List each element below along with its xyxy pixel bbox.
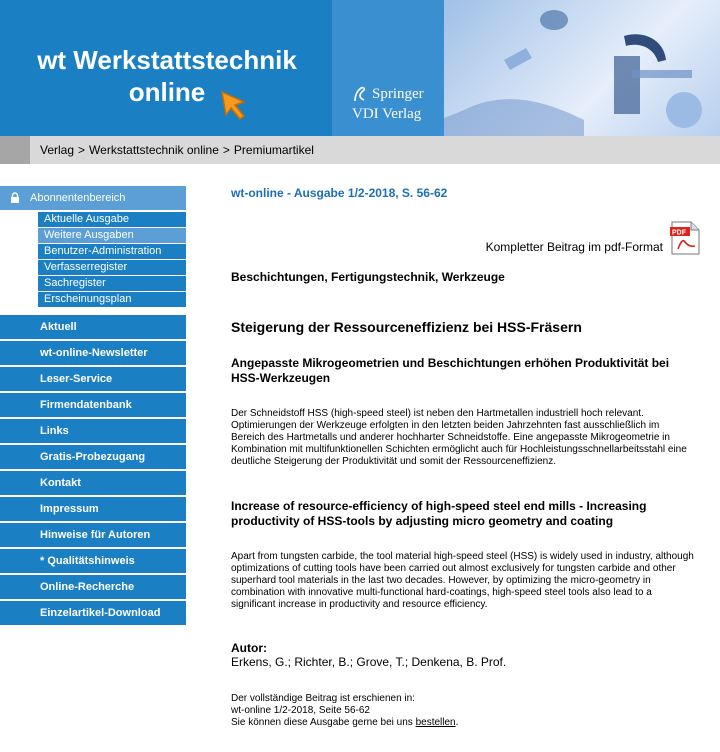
sidebar-item-impressum[interactable]: Impressum xyxy=(0,497,186,521)
site-title-line2: online xyxy=(128,77,206,107)
publisher-name: Springer xyxy=(372,86,424,102)
publisher-subname: VDI Verlag xyxy=(352,106,422,122)
header-photo xyxy=(444,0,720,136)
publication-order-text: Sie können diese Ausgabe gerne bei uns xyxy=(231,717,413,728)
sidebar-section-abonnentenbereich[interactable] xyxy=(0,186,186,210)
article-abstract-en: Apart from tungsten carbide, the tool material high-speed steel (HSS) is widely used in industry, although optimizations of cutting tools have been carried out almost exclusively for tungsten carbide and other superhard tool materials in the last two decades. However, by optimizing the micro-geometry in combination with innovative multi-functional hard-coatings, high-speed steel tools also lead to a significant increase in productivity and resource efficiency. xyxy=(231,551,694,610)
sidebar-subitem-benutzer-administration[interactable]: Benutzer-Administration xyxy=(38,244,186,259)
sidebar-subitem-verfasserregister[interactable]: Verfasserregister xyxy=(38,260,186,275)
sidebar-subitem-sachregister[interactable]: Sachregister xyxy=(38,276,186,291)
issue-title: wt-online - Ausgabe 1/2-2018, S. 56-62 xyxy=(231,186,448,200)
sidebar-item-online-recherche[interactable]: Online-Recherche xyxy=(0,575,186,599)
publication-info xyxy=(231,693,458,729)
article-content xyxy=(231,186,701,728)
publication-line1: Der vollständige Beitrag ist erschienen in: xyxy=(231,693,415,704)
breadcrumb-separator: > xyxy=(222,143,230,157)
pdf-download-label[interactable]: Kompletter Beitrag im pdf-Format xyxy=(485,240,663,254)
article-title-en: Increase of resource-efficiency of high-speed steel end mills - Increasing productivity of HSS-tools by adjusting micro geometry and coating xyxy=(231,499,647,528)
pdf-download[interactable] xyxy=(481,221,701,255)
machining-photo-illustration xyxy=(444,0,720,136)
breadcrumb-item-premiumartikel[interactable]: Premiumartikel xyxy=(233,143,314,157)
brand-panel xyxy=(0,0,332,136)
sidebar-item-leser-service[interactable]: Leser-Service xyxy=(0,367,186,391)
sidebar-item-gratis-probezugang[interactable]: Gratis-Probezugang xyxy=(0,445,186,469)
article-keywords: Beschichtungen, Fertigungstechnik, Werkzeuge xyxy=(231,270,505,284)
springer-horse-icon xyxy=(352,85,368,103)
sidebar-sub-list xyxy=(38,212,186,307)
authors-heading: Autor: xyxy=(231,641,267,655)
sidebar-item-firmendatenbank[interactable]: Firmendatenbank xyxy=(0,393,186,417)
article-title-de: Steigerung der Ressourceneffizienz bei HSS-Fräsern xyxy=(231,319,582,335)
sidebar-item-links[interactable]: Links xyxy=(0,419,186,443)
breadcrumb-item-verlag[interactable]: Verlag xyxy=(40,143,75,157)
breadcrumb-tab xyxy=(0,136,30,164)
sidebar-nav xyxy=(0,186,186,625)
article-subtitle-de: Angepasste Mikrogeometrien und Beschichtungen erhöhen Produktivität bei HSS-Werkzeugen xyxy=(231,356,670,385)
site-title-line1: wt Werkstattstechnik xyxy=(37,45,297,75)
lock-icon xyxy=(0,186,30,210)
cursor-arrow-icon xyxy=(218,88,252,122)
publisher-logo[interactable] xyxy=(352,84,424,124)
sidebar-item-hinweise-autoren[interactable]: Hinweise für Autoren xyxy=(0,523,186,547)
sidebar-subitem-aktuelle-ausgabe[interactable]: Aktuelle Ausgabe xyxy=(38,212,186,227)
sidebar-subitem-erscheinungsplan[interactable]: Erscheinungsplan xyxy=(38,292,186,307)
publication-line3 xyxy=(231,717,458,729)
site-title[interactable] xyxy=(36,44,298,108)
breadcrumb-separator: > xyxy=(78,143,86,157)
sidebar-section-label: Abonnentenbereich xyxy=(30,192,126,204)
sidebar-item-qualitaetshinweis[interactable]: * Qualitätshinweis xyxy=(0,549,186,573)
site-header xyxy=(0,0,720,136)
sidebar-item-kontakt[interactable]: Kontakt xyxy=(0,471,186,495)
breadcrumb xyxy=(40,143,314,157)
sidebar-subitem-weitere-ausgaben[interactable]: Weitere Ausgaben xyxy=(38,228,186,243)
publication-line2: wt-online 1/2-2018, Seite 56-62 xyxy=(231,705,370,716)
order-link[interactable]: bestellen xyxy=(415,717,456,728)
breadcrumb-item-werkstattstechnik[interactable]: Werkstattstechnik online xyxy=(89,143,219,157)
sidebar-item-newsletter[interactable]: wt-online-Newsletter xyxy=(0,341,186,365)
publication-period: . xyxy=(455,717,459,728)
pdf-icon-label: PDF xyxy=(672,229,686,237)
pdf-file-icon[interactable] xyxy=(669,221,701,255)
article-abstract-de: Der Schneidstoff HSS (high-speed steel) ist neben den Hartmetallen industriell hoch relevant. Optimierungen der Werkzeuge erfolgten in den letzten beiden Jahrzehnten fast ausschließlich im Bereich des Hartmetalls und anderer hochharter Schneidstoffe. Eine angepasste Mikrogeometrie in Kombination mit multifunktionellen Schichten ermöglicht auch für Hochleistungsschnellarbeitsstahl eine deutliche Steigerung der Produktivität und somit der Ressourceneffizienz. xyxy=(231,408,687,467)
sidebar-item-einzelartikel-download[interactable]: Einzelartikel-Download xyxy=(0,601,186,625)
sidebar-item-aktuell[interactable]: Aktuell xyxy=(0,315,186,339)
authors-list: Erkens, G.; Richter, B.; Grove, T.; Denkena, B. Prof. xyxy=(231,655,507,669)
breadcrumb-bar xyxy=(0,136,720,164)
